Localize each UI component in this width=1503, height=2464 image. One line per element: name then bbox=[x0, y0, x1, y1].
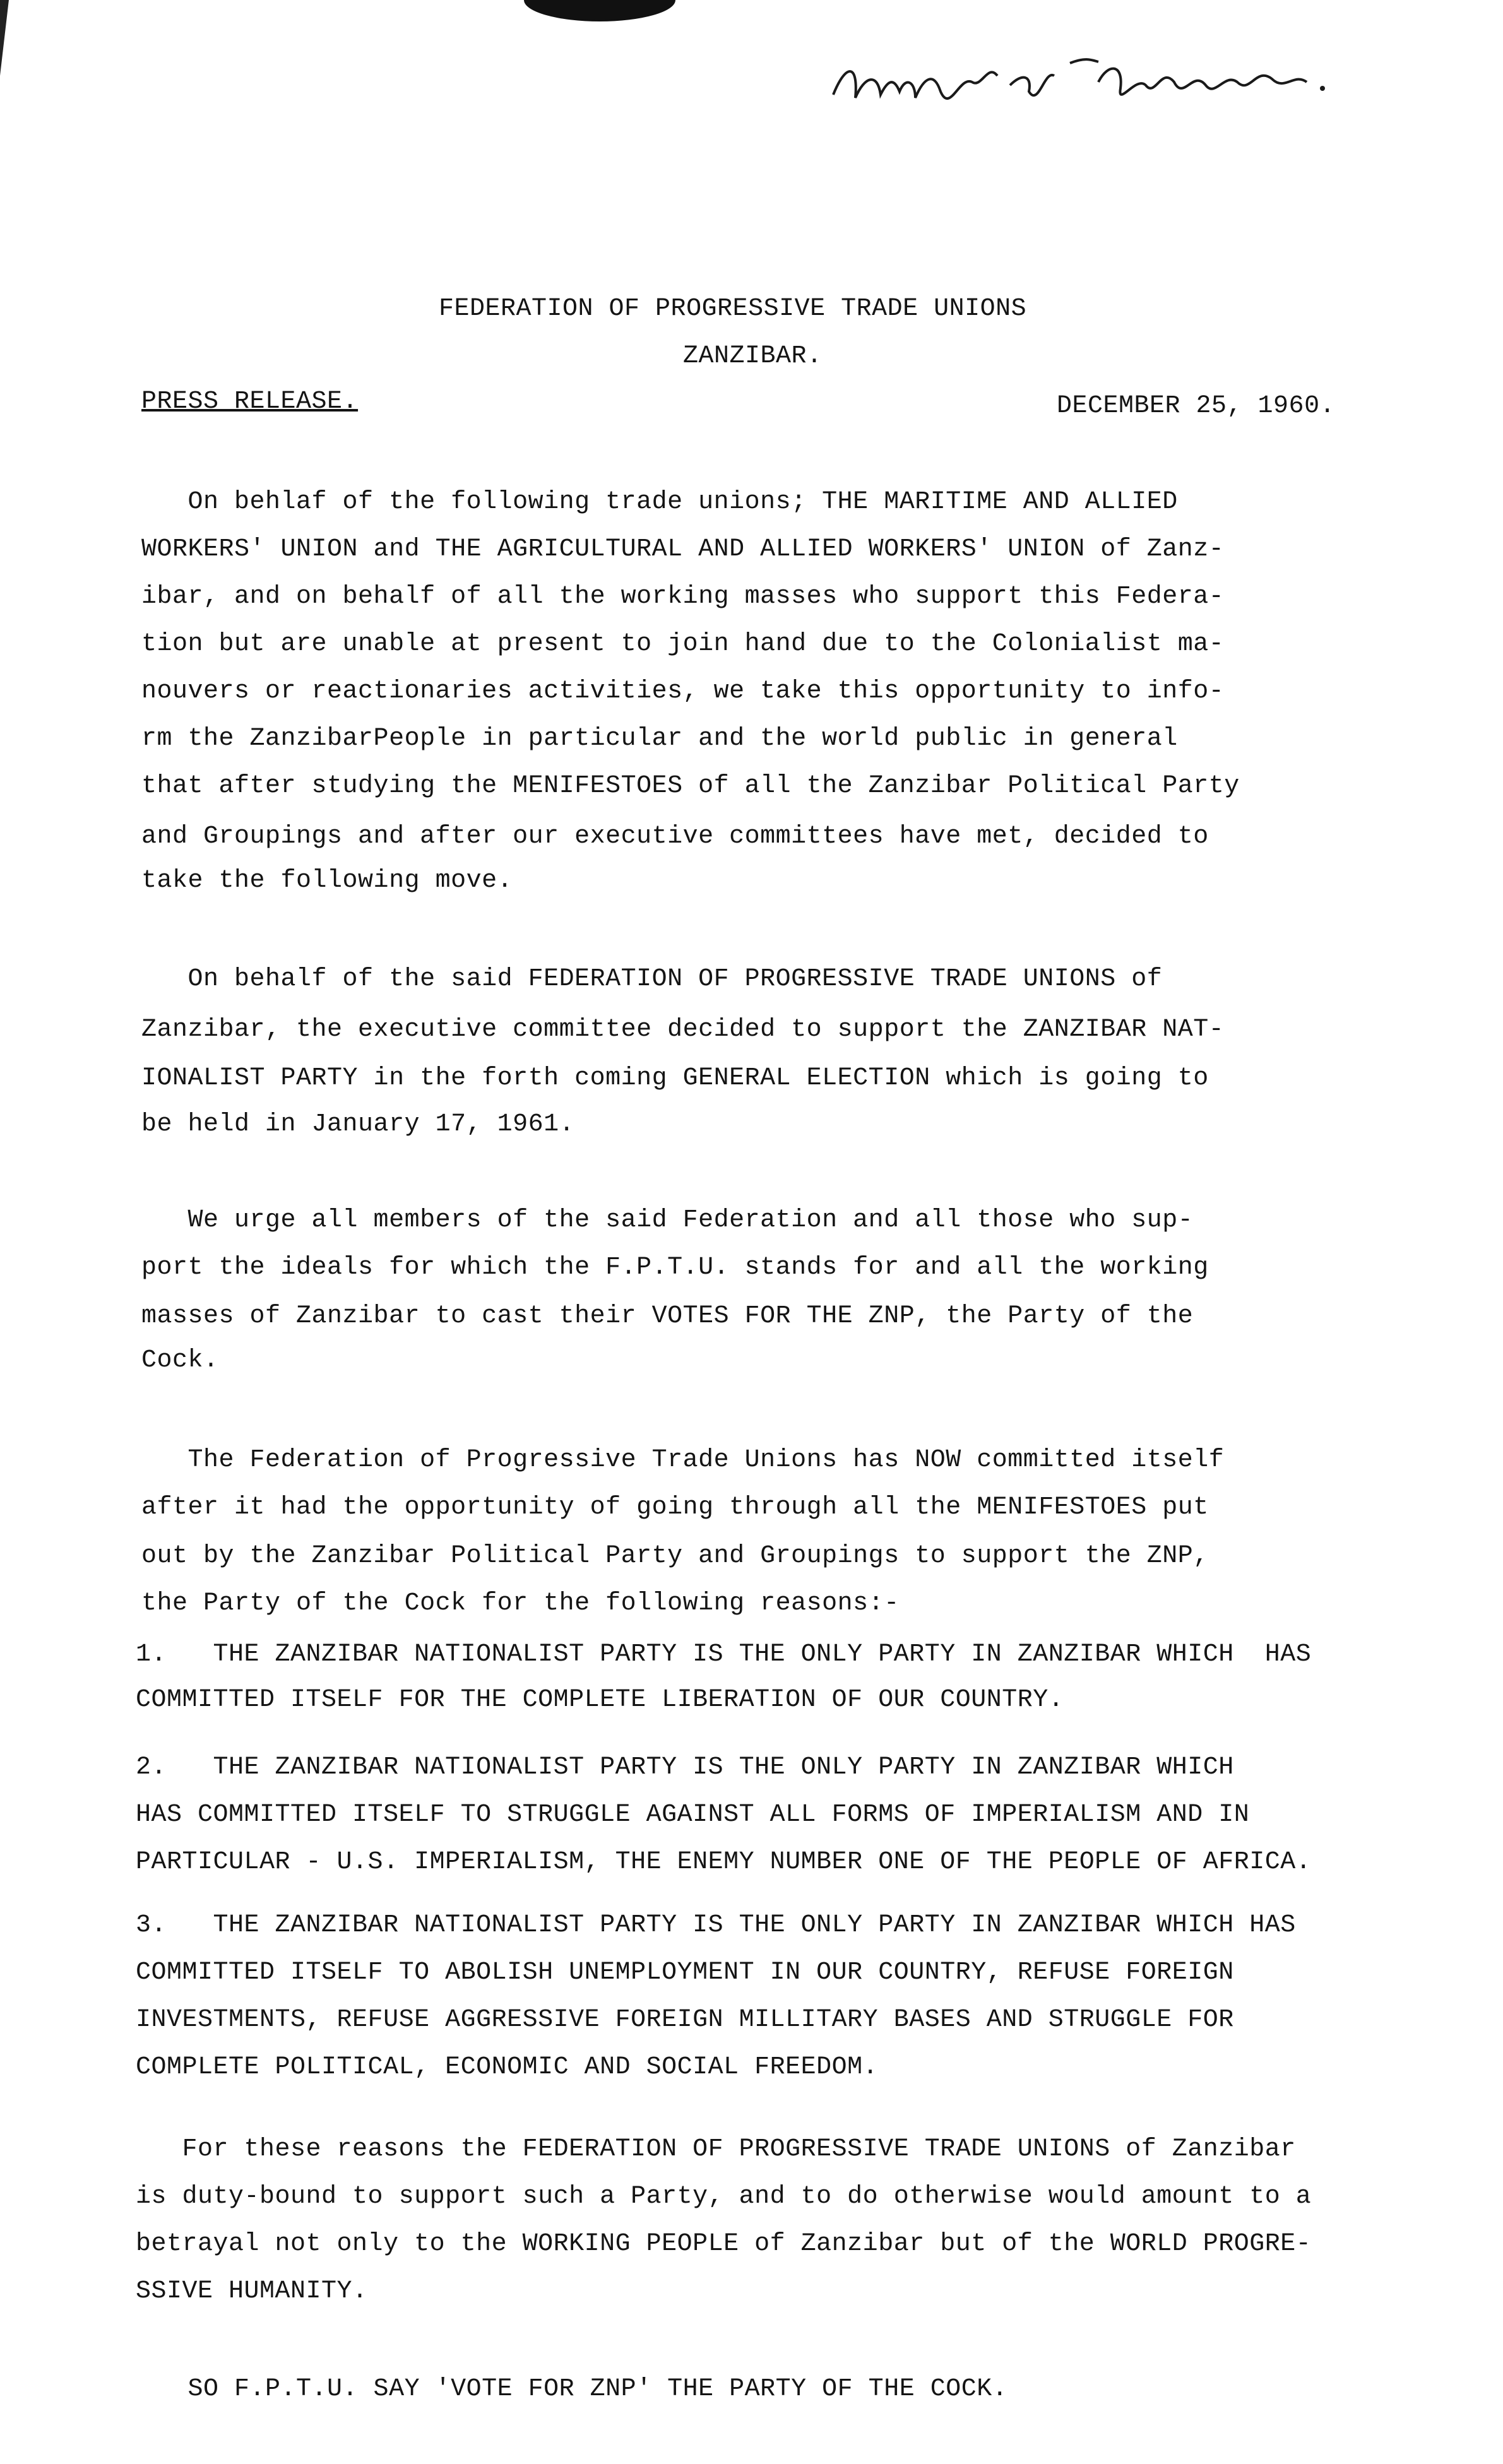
closing-slogan: SO F.P.T.U. SAY 'VOTE FOR ZNP' THE PARTY OF THE COCK. bbox=[141, 2375, 1008, 2403]
reason-line: PARTICULAR - U.S. IMPERIALISM, THE ENEMY NUMBER ONE OF THE PEOPLE OF AFRICA. bbox=[136, 1848, 1312, 1876]
reason-line: COMPLETE POLITICAL, ECONOMIC AND SOCIAL FREEDOM. bbox=[136, 2053, 879, 2082]
paragraph-line: SSIVE HUMANITY. bbox=[136, 2277, 368, 2306]
paragraph-line: The Federation of Progressive Trade Unions has NOW committed itself bbox=[141, 1446, 1225, 1474]
reason-line: 1. THE ZANZIBAR NATIONALIST PARTY IS THE ONLY PARTY IN ZANZIBAR WHICH HAS bbox=[136, 1640, 1312, 1669]
paragraph-line: For these reasons the FEDERATION OF PROGRESSIVE TRADE UNIONS of Zanzibar bbox=[136, 2135, 1296, 2164]
reason-line: COMMITTED ITSELF TO ABOLISH UNEMPLOYMENT IN OUR COUNTRY, REFUSE FOREIGN bbox=[136, 1958, 1234, 1987]
paragraph-line: and Groupings and after our executive committees have met, decided to bbox=[141, 822, 1209, 851]
paragraph-line: Zanzibar, the executive committee decided to support the ZANZIBAR NAT- bbox=[141, 1016, 1225, 1044]
paragraph-line: take the following move. bbox=[141, 867, 513, 895]
reason-line: COMMITTED ITSELF FOR THE COMPLETE LIBERATION OF OUR COUNTRY. bbox=[136, 1686, 1064, 1714]
paragraph-line: tion but are unable at present to join hand due to the Colonialist ma- bbox=[141, 630, 1225, 658]
header-organization: FEDERATION OF PROGRESSIVE TRADE UNIONS bbox=[439, 295, 1027, 323]
paragraph-line: is duty-bound to support such a Party, and to do otherwise would amount to a bbox=[136, 2183, 1312, 2211]
paragraph-line: IONALIST PARTY in the forth coming GENERAL ELECTION which is going to bbox=[141, 1064, 1209, 1093]
paragraph-line: WORKERS' UNION and THE AGRICULTURAL AND ALLIED WORKERS' UNION of Zanz- bbox=[141, 535, 1225, 564]
paragraph-line: that after studying the MENIFESTOES of all the Zanzibar Political Party bbox=[141, 772, 1240, 800]
paragraph-line: nouvers or reactionaries activities, we take this opportunity to info- bbox=[141, 677, 1225, 706]
paragraph-line: after it had the opportunity of going through all the MENIFESTOES put bbox=[141, 1493, 1209, 1522]
reason-line: INVESTMENTS, REFUSE AGGRESSIVE FOREIGN MILLITARY BASES AND STRUGGLE FOR bbox=[136, 2006, 1234, 2034]
press-release-label: PRESS RELEASE. bbox=[141, 388, 359, 416]
ink-blot-corner bbox=[0, 0, 9, 76]
paragraph-line: port the ideals for which the F.P.T.U. stands for and all the working bbox=[141, 1253, 1209, 1282]
ink-blot bbox=[524, 0, 675, 21]
paragraph-line: betrayal not only to the WORKING PEOPLE of Zanzibar but of the WORLD PROGRE- bbox=[136, 2230, 1312, 2258]
handwritten-note-icon bbox=[821, 38, 1338, 126]
paragraph-line: ibar, and on behalf of all the working masses who support this Federa- bbox=[141, 583, 1225, 611]
header-place: ZANZIBAR. bbox=[683, 342, 823, 370]
reason-line: 2. THE ZANZIBAR NATIONALIST PARTY IS THE ONLY PARTY IN ZANZIBAR WHICH bbox=[136, 1753, 1234, 1782]
paragraph-line: be held in January 17, 1961. bbox=[141, 1110, 575, 1139]
reason-line: 3. THE ZANZIBAR NATIONALIST PARTY IS THE ONLY PARTY IN ZANZIBAR WHICH HAS bbox=[136, 1911, 1296, 1940]
paragraph-line: rm the ZanzibarPeople in particular and the world public in general bbox=[141, 725, 1178, 753]
handwritten-note-signature bbox=[821, 38, 1338, 126]
release-date: DECEMBER 25, 1960. bbox=[1057, 392, 1336, 420]
paragraph-line: We urge all members of the said Federation and all those who sup- bbox=[141, 1206, 1194, 1235]
paragraph-line: the Party of the Cock for the following reasons:- bbox=[141, 1589, 900, 1618]
paragraph-line: Cock. bbox=[141, 1346, 219, 1375]
paragraph-line: On behalf of the said FEDERATION OF PROGRESSIVE TRADE UNIONS of bbox=[141, 965, 1163, 993]
paragraph-line: masses of Zanzibar to cast their VOTES FOR THE ZNP, the Party of the bbox=[141, 1302, 1194, 1330]
paragraph-line: On behlaf of the following trade unions; THE MARITIME AND ALLIED bbox=[141, 488, 1178, 516]
paragraph-line: out by the Zanzibar Political Party and Groupings to support the ZNP, bbox=[141, 1542, 1209, 1570]
reason-line: HAS COMMITTED ITSELF TO STRUGGLE AGAINST ALL FORMS OF IMPERIALISM AND IN bbox=[136, 1801, 1250, 1829]
